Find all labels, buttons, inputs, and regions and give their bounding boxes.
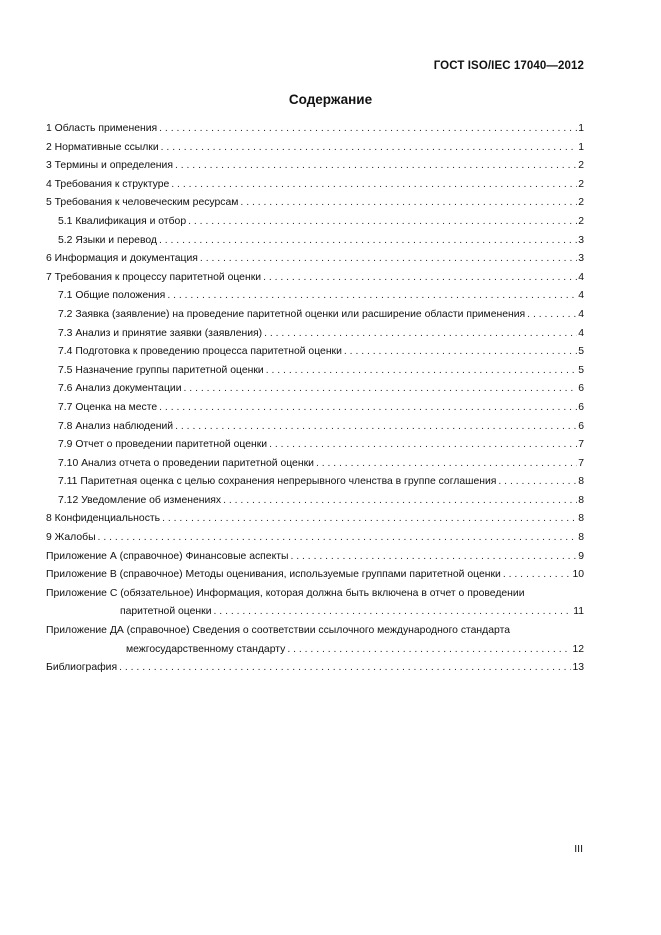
toc-entry[interactable] [46, 399, 584, 418]
toc-leader-dots [223, 492, 577, 511]
toc-entry-page: 1 [578, 123, 584, 134]
toc-entry-page: 4 [578, 327, 584, 339]
toc-entry[interactable] [46, 139, 584, 158]
toc-entry-page: 4 [578, 271, 584, 283]
toc-entry[interactable] [46, 510, 584, 529]
toc-entry[interactable] [46, 436, 584, 455]
toc-entry[interactable] [46, 622, 584, 659]
toc-entry-label: 7.7 Оценка на месте [58, 401, 158, 413]
toc-entry-label-continued: межгосударственному стандарту [126, 643, 286, 655]
toc-leader-dots [162, 510, 577, 529]
toc-entry[interactable] [46, 548, 584, 567]
toc-entry-page: 3 [578, 253, 584, 265]
toc-entry-label: 7.10 Анализ отчета о проведении паритетной оценки [58, 457, 314, 469]
toc-entry-page: 7 [578, 457, 584, 469]
toc-entry[interactable] [46, 306, 584, 325]
toc-entry-page: 4 [578, 290, 584, 302]
toc-leader-dots [159, 232, 577, 251]
toc-entry[interactable] [46, 380, 584, 399]
toc-entry-page: 5 [578, 346, 584, 358]
toc-entry-label: 7.5 Назначение группы паритетной оценки [58, 364, 264, 376]
toc-entry-page: 12 [572, 643, 584, 655]
toc-entry-page: 8 [578, 532, 584, 544]
toc-entry-page: 1 [578, 141, 584, 153]
toc-entry[interactable] [46, 566, 584, 585]
toc-entry-page: 7 [578, 439, 584, 451]
toc-entry-page: 11 [573, 606, 584, 618]
toc-entry-label: 7.1 Общие положения [58, 290, 166, 302]
toc-entry-page: 6 [578, 383, 584, 395]
toc-entry[interactable] [46, 157, 584, 176]
toc-entry-page: 6 [578, 401, 584, 413]
toc-entry-page: 6 [578, 420, 584, 432]
toc-entry-page: 8 [578, 494, 584, 506]
toc-entry-page: 2 [578, 215, 584, 227]
toc-entry-page: 2 [578, 197, 584, 209]
toc-leader-dots [171, 176, 577, 195]
toc-leader-dots [344, 343, 577, 362]
toc-leader-dots [214, 603, 573, 622]
document-header: ГОСТ ISO/IEC 17040—2012 [433, 60, 584, 72]
toc-entry-page: 13 [572, 662, 584, 674]
toc-entry[interactable] [46, 269, 584, 288]
toc-entry[interactable] [46, 418, 584, 437]
toc-entry-page: 5 [578, 364, 584, 376]
toc-entry-label: 3 Термины и определения [46, 160, 173, 172]
toc-entry-label: 5 Требования к человеческим ресурсам [46, 197, 239, 209]
toc-entry[interactable] [46, 194, 584, 213]
toc-leader-dots [98, 529, 578, 548]
toc-entry-label: 2 Нормативные ссылки [46, 141, 159, 153]
toc-leader-dots [527, 306, 577, 325]
toc-entry-label: 7.9 Отчет о проведении паритетной оценки [58, 439, 268, 451]
toc-entry-label: Приложение А (справочное) Финансовые аспекты [46, 550, 289, 562]
toc-entry-label: 7 Требования к процессу паритетной оценки [46, 271, 262, 283]
toc-entry[interactable] [46, 232, 584, 251]
toc-leader-dots [159, 399, 577, 418]
toc-leader-dots [188, 213, 577, 232]
toc-entry-page: 2 [578, 178, 584, 190]
toc-leader-dots [159, 120, 577, 139]
toc-leader-dots [161, 139, 578, 158]
toc-entry[interactable] [46, 325, 584, 344]
toc-leader-dots [287, 641, 571, 660]
toc-entry-label: 6 Информация и документация [46, 253, 198, 265]
toc-entry[interactable] [46, 176, 584, 195]
toc-leader-dots [175, 418, 577, 437]
toc-entry[interactable] [46, 120, 584, 139]
toc-entry-label: 7.2 Заявка (заявление) на проведение паритетной оценки или расширение области применения [58, 308, 526, 320]
toc-leader-dots [316, 455, 577, 474]
toc-entry[interactable] [46, 529, 584, 548]
toc-entry-label: 7.8 Анализ наблюдений [58, 420, 174, 432]
toc-entry-label: 5.2 Языки и перевод [58, 234, 157, 246]
toc-entry-label: 7.12 Уведомление об изменениях [58, 494, 222, 506]
toc-entry[interactable] [46, 362, 584, 381]
toc-entry-label: Приложение С (обязательное) Информация, которая должна быть включена в отчет о проведении [46, 587, 525, 599]
toc-entry-page: 9 [578, 550, 584, 562]
toc-entry[interactable] [46, 473, 584, 492]
toc-entry-label: 7.11 Паритетная оценка с целью сохранения непрерывного членства в группе соглашения [58, 476, 497, 488]
toc-leader-dots [269, 436, 577, 455]
toc-entry-label: Приложение В (справочное) Методы оценивания, используемые группами паритетной оценки [46, 569, 501, 581]
toc-entry[interactable] [46, 492, 584, 511]
toc-leader-dots [290, 548, 577, 567]
toc-entry-page: 4 [578, 308, 584, 320]
toc-entry-label: 5.1 Квалификация и отбор [58, 215, 187, 227]
toc-entry-label: Библиография [46, 662, 118, 674]
toc-entry-page: 8 [578, 513, 584, 525]
toc-leader-dots [184, 380, 578, 399]
toc-entry-page: 2 [578, 160, 584, 172]
toc-leader-dots [175, 157, 577, 176]
toc-entry[interactable] [46, 455, 584, 474]
toc-entry[interactable] [46, 213, 584, 232]
toc-leader-dots [266, 362, 578, 381]
toc-entry[interactable] [46, 659, 584, 678]
toc-leader-dots [503, 566, 572, 585]
toc-entry[interactable] [46, 287, 584, 306]
toc-entry-label: 7.4 Подготовка к проведению процесса паритетной оценки [58, 346, 342, 358]
toc-entry-page: 10 [572, 569, 584, 581]
toc-entry-label: 7.3 Анализ и принятие заявки (заявления) [58, 327, 263, 339]
toc-entry[interactable] [46, 250, 584, 269]
toc-leader-dots [119, 659, 571, 678]
toc-leader-dots [200, 250, 577, 269]
toc-entry-label: Приложение ДА (справочное) Сведения о соответствии ссылочного международного стандарта [46, 625, 510, 637]
toc-leader-dots [240, 194, 577, 213]
toc-leader-dots [264, 325, 577, 344]
toc-entry-page: 3 [578, 234, 584, 246]
page-number: III [574, 843, 583, 855]
page-title: Содержание [288, 92, 373, 107]
toc-entry[interactable] [46, 343, 584, 362]
toc-leader-dots [263, 269, 577, 288]
toc-leader-dots [167, 287, 577, 306]
toc-leader-dots [498, 473, 577, 492]
toc-entry-label: 7.6 Анализ документации [58, 383, 182, 395]
toc-entry-page: 8 [578, 476, 584, 488]
toc-entry[interactable] [46, 585, 584, 622]
toc-entry-label: 9 Жалобы [46, 532, 96, 544]
toc-entry-label: 4 Требования к структуре [46, 178, 170, 190]
toc-entry-label: 8 Конфиденциальность [46, 513, 161, 525]
table-of-contents [46, 120, 584, 678]
toc-entry-label: 1 Область применения [46, 123, 158, 134]
toc-entry-label-continued: паритетной оценки [120, 606, 212, 618]
